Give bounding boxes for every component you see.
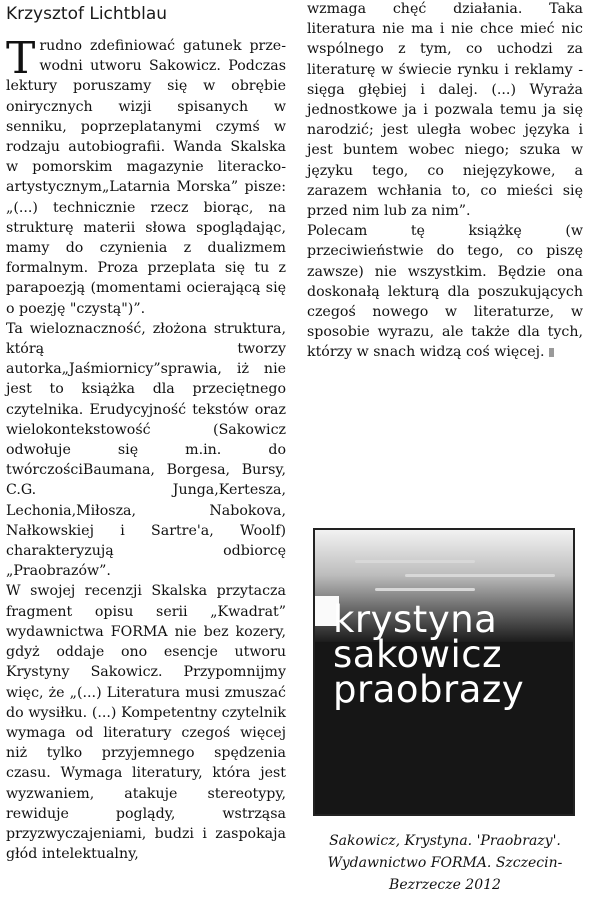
paragraph-3: W swojej recenzji Skalska przytacza fragment opisu serii „Kwadrat” wydawnictwa FORMA nie bez kozery, gdyż oddaje ono esencje utworu Krystyny Sakowicz. Przypomnijmy więc, że „(...) Literatura musi zmuszać do wysiłku. (...) Kompetentny czytelnik wymaga od literatury czegoś więcej niż tylko przyjemnego spędzenia czasu. Wymaga literatury, która jest wyzwaniem, atakuje stereotypy, rewiduje poglądy, wstrząsa przyzwyczajeniami, budzi i zaspokaja głód intelektualny,	[6, 583, 286, 863]
article-column-right	[307, 0, 583, 363]
paragraph-2: Ta wieloznaczność, złożona struktura, którą tworzy autorka„Jaśmiornicy”sprawia, iż nie jest to książka dla przeciętnego czytelnika. Erudycyjność tekstów oraz wielokontekstowość (Sakowicz odwołuje się m.in. do twórczościBaumana, Borgesa, Bursy, C.G. Junga,Kertesza, Lechonia,Miłosza, Nabokova, Nałkowskiej i Sartre'a, Woolf) charakteryzują odbiorcę „Praobrazów”.	[6, 320, 286, 580]
cover-light-streak	[355, 560, 475, 563]
cover-light-streak	[375, 588, 475, 591]
caption-line: Wydawnictwo FORMA. Szczecin-	[327, 855, 563, 871]
cover-light-streak	[405, 574, 555, 577]
article-column-left	[6, 33, 286, 864]
paragraph-1-text: rudno zdefiniować gatunek prze-wodni utworu Sakowicz. Podczas lektury poruszamy się w obrębie onirycznych wizji spisanych w senniku, poprzeplatanymi czymś w rodzaju autobiografii. Wanda Skalska w pomorskim magazynie literacko-artystycznym„Latarnia Morska” pisze: „(...) technicznie rzecz biorąc, na strukturę materii słowa spoglądając, mamy do czynienia z dualizmem formalnym. Proza przeplata się tu z parapoezją (momentami ocierającą się o poezję "czystą")”.	[6, 38, 286, 317]
end-of-article-mark	[549, 348, 554, 357]
author-name: Krzysztof Lichtblau	[6, 4, 168, 24]
caption-line: Sakowicz, Krystyna. 'Praobrazy'.	[329, 833, 561, 849]
paragraph-3-continued: wzmaga chęć działania. Taka literatura nie ma i nie chce mieć nic wspólnego z tym, co uchodzi za literaturę w świecie rynku i reklamy - sięga głębiej i dalej. (...) Wyraża jednostkowe ja i pozwala temu ja się narodzić; jest uległa wobec języka i jest buntem wobec niego; szuka w języku tego, co niejęzykowe, a zarazem wchłania to, co mieści się przed nim lub za nim”.	[307, 1, 583, 220]
cover-title-line: krystyna	[333, 598, 498, 641]
book-cover-image	[313, 528, 575, 816]
paragraph-1	[6, 33, 286, 319]
caption-line: Bezrzecze 2012	[389, 877, 501, 893]
paragraph-4-text: Polecam tę książkę (w przeciwieństwie do tego, co piszę zawsze) nie wszystkim. Będzie ona doskonałą lekturą dla poszukujących czegoś nowego w literaturze, w sposobie wyrazu, ale także dla tych, którzy w snach widzą coś więcej.	[307, 223, 583, 361]
cover-title-line: praobrazy	[333, 668, 525, 711]
drop-cap: T	[6, 33, 36, 84]
cover-title	[333, 598, 525, 711]
paragraph-4	[307, 221, 583, 362]
cover-caption	[320, 830, 570, 896]
cover-title-line: sakowicz	[333, 633, 503, 676]
